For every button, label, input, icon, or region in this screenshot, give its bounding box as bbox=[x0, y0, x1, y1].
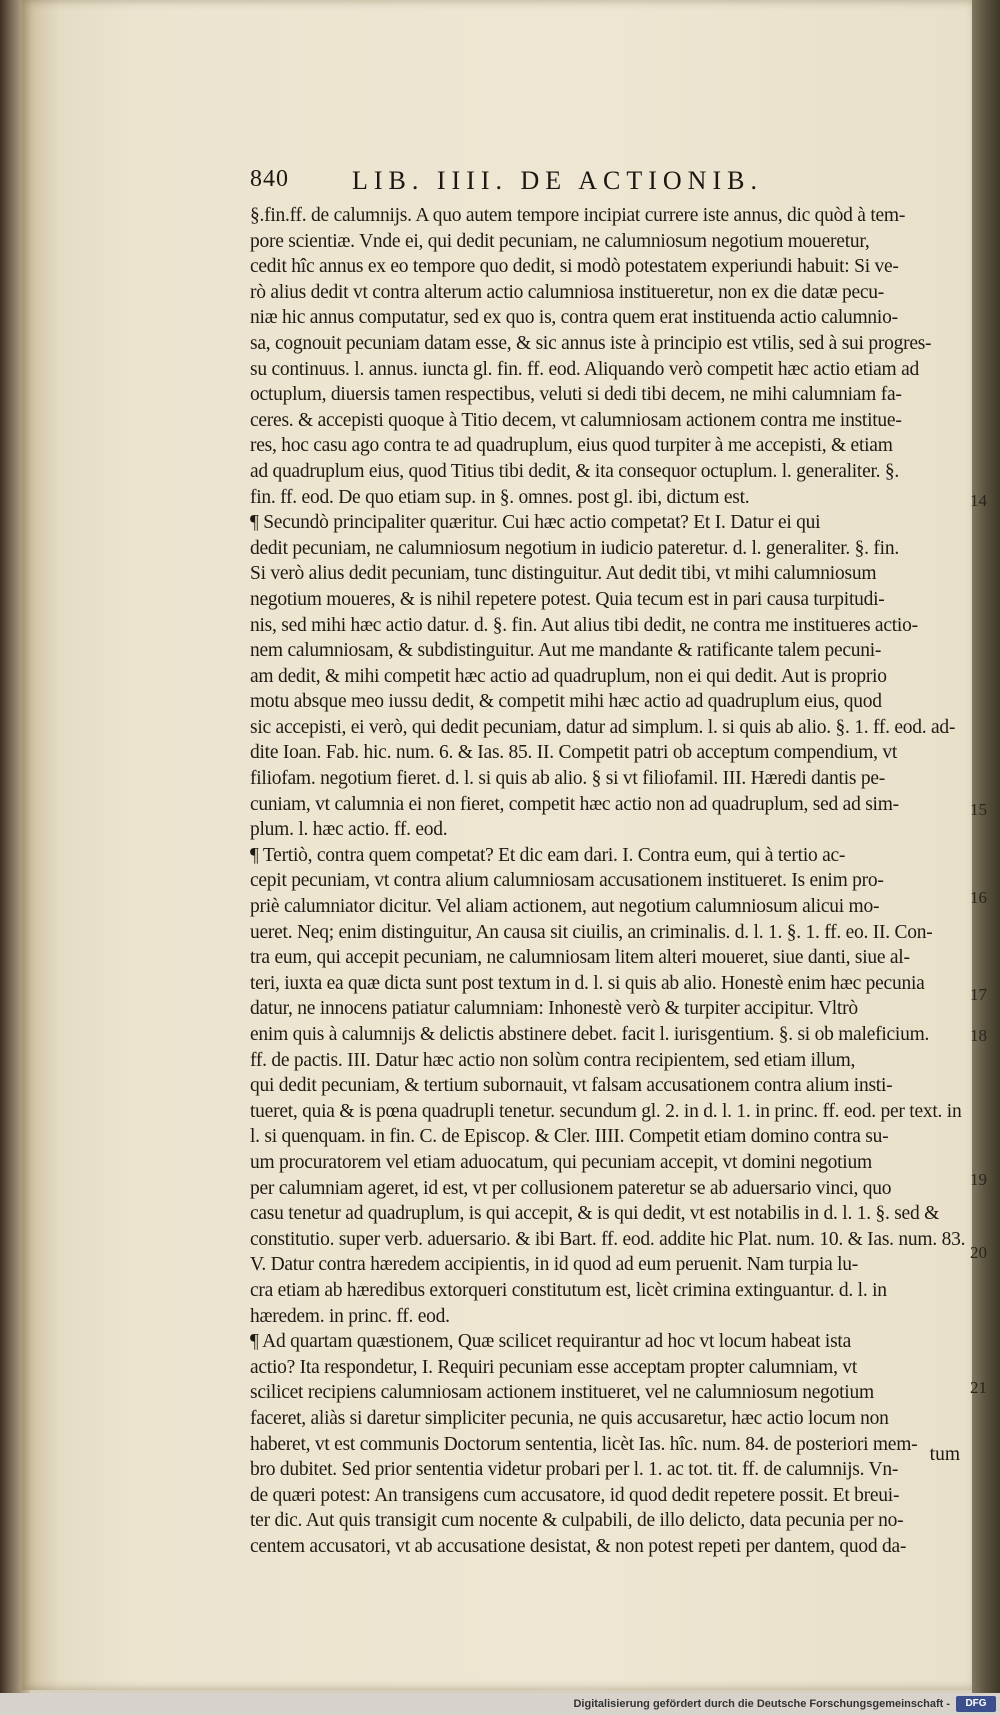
text-line: plum. l. hæc actio. ff. eod. bbox=[250, 819, 448, 841]
text-line: ceres. & accepisti quoque à Titio decem, vt calumniosam actionem contra me institue- bbox=[250, 409, 902, 431]
text-line: um procuratorem vel etiam aduocatum, qui pecuniam accepit, vt domini negotium bbox=[250, 1151, 872, 1173]
text-line: sic accepisti, ei verò, qui dedit pecuniam, datur ad simplum. l. si quis ab alio. §. 1. ff. eod. ad- bbox=[250, 716, 956, 738]
text-line: dite Ioan. Fab. hic. num. 6. & Ias. 85. II. Competit patri ob acceptum compendium, vt bbox=[250, 742, 898, 764]
catchword: tum bbox=[929, 1444, 960, 1465]
margin-number: 19 bbox=[970, 1170, 987, 1189]
margin-number: 21 bbox=[970, 1378, 987, 1397]
text-line: nem calumniosam, & subdistinguitur. Aut me mandante & ratificante talem pecuni- bbox=[250, 640, 882, 662]
text-line: ter dic. Aut quis transigit cum nocente & culpabili, de illo delicto, data pecunia per no- bbox=[250, 1510, 904, 1532]
text-line: fin. ff. eod. De quo etiam sup. in §. omnes. post gl. ibi, dictum est. bbox=[250, 486, 750, 508]
dfg-logo: DFG bbox=[956, 1696, 996, 1712]
text-line: niæ hic annus computatur, sed ex quo is, contra quem erat instituenda actio calumnio- bbox=[250, 307, 898, 329]
text-line: qui dedit pecuniam, & tertium subornauit, vt falsam accusationem contra alium insti- bbox=[250, 1075, 893, 1097]
text-line: ¶ Ad quartam quæstionem, Quæ scilicet requirantur ad hoc vt locum habeat ista bbox=[250, 1331, 851, 1353]
text-line: ueret. Neq; enim distinguitur, An causa sit ciuilis, an criminalis. d. l. 1. §. 1. ff. eo. II. Con- bbox=[250, 921, 933, 943]
text-line: faceret, aliàs si daretur simpliciter pecunia, ne quis accusaretur, hæc actio locum non bbox=[250, 1407, 889, 1429]
text-line: motu absque meo iussu dedit, & competit mihi hæc actio ad quadruplum eius, quod bbox=[250, 691, 882, 713]
text-line: haberet, vt est communis Doctorum sententia, licèt Ias. hîc. num. 84. de posteriori mem- bbox=[250, 1433, 918, 1455]
text-line: priè calumniator dicitur. Vel aliam actionem, aut negotium calumniosum alicui mo- bbox=[250, 896, 880, 918]
text-line: datur, ne innocens patiatur calumniam: Inhonestè verò & turpiter accipitur. Vltrò bbox=[250, 998, 858, 1020]
text-line: de quæri potest: An transigens cum accusatore, id quod dedit repetere possit. Et breui- bbox=[250, 1484, 900, 1506]
margin-number: 14 bbox=[970, 491, 987, 510]
margin-number: 16 bbox=[970, 888, 987, 907]
text-line: teri, iuxta ea quæ dicta sunt post textum in d. l. si quis ab alio. Honestè enim hæc pecunia bbox=[250, 972, 925, 994]
text-line: constitutio. super verb. aduersario. & ibi Bart. ff. eod. addite hic Plat. num. 10. & Ias. num. 83. bbox=[250, 1228, 966, 1250]
text-line: negotium moueres, & is nihil repetere potest. Quia tecum est in pari causa turpitudi- bbox=[250, 588, 885, 610]
text-line: cepit pecuniam, vt contra alium calumniosam accusationem institueret. Is enim pro- bbox=[250, 870, 884, 892]
text-line: actio? Ita respondetur, I. Requiri pecuniam esse acceptam propter calumniam, vt bbox=[250, 1356, 858, 1378]
margin-number: 18 bbox=[970, 1026, 987, 1045]
text-line: res, hoc casu ago contra te ad quadruplum, eius quod turpiter à me accepisti, & etiam bbox=[250, 435, 893, 457]
text-line: tra eum, qui accepit pecuniam, ne calumniosam litem alteri moueret, siue danti, siue al- bbox=[250, 947, 910, 969]
text-line: cuniam, vt calumnia ei non fieret, competit hæc actio non ad quadruplum, sed ad sim- bbox=[250, 793, 899, 815]
text-line: per calumniam ageret, id est, vt per collusionem pateretur se ab aduersario vinci, quo bbox=[250, 1177, 892, 1199]
text-line: l. si quenquam. in fin. C. de Episcop. & Cler. IIII. Competit etiam domino contra su- bbox=[250, 1126, 889, 1148]
text-line: tueret, quia & is pœna quadrupli tenetur. secundum gl. 2. in d. l. 1. in princ. ff. eod. per text. in bbox=[250, 1100, 962, 1122]
margin-number: 20 bbox=[970, 1243, 987, 1262]
text-line: octuplum, diuersis tamen respectibus, veluti si dedi tibi decem, ne mihi calumniam fa- bbox=[250, 384, 902, 406]
text-line: dedit pecuniam, ne calumniosum negotium in iudicio pateretur. d. l. generaliter. §. fin. bbox=[250, 537, 899, 559]
running-head: LIB. IIII. DE ACTIONIB. bbox=[352, 166, 763, 195]
text-line: §.fin.ff. de calumnijs. A quo autem tempore incipiat currere iste annus, dic quòd à tem- bbox=[250, 205, 906, 226]
text-line: centem accusatori, vt ab accusatione desistat, & non potest repeti per dantem, quod da- bbox=[250, 1535, 907, 1557]
text-line: filiofam. negotium fieret. d. l. si quis ab alio. § si vt filiofamil. III. Hæredi dantis pe- bbox=[250, 768, 885, 790]
margin-number: 17 bbox=[970, 985, 987, 1004]
text-line: cedit hîc annus ex eo tempore quo dedit, si modò potestatem experiundi habuit: Si ve- bbox=[250, 256, 899, 278]
text-line: cra etiam ab hæredibus extorqueri constitutum est, licèt crimina extinguantur. d. l. in bbox=[250, 1279, 887, 1301]
page-header bbox=[250, 166, 830, 200]
text-line: casu tenetur ad quadruplum, is qui accepit, & is qui dedit, vt est notabilis in d. l. 1. §. sed & bbox=[250, 1203, 940, 1225]
folio-number: 840 bbox=[250, 166, 289, 192]
text-line: ff. de pactis. III. Datur hæc actio non solùm contra recipientem, sed etiam illum, bbox=[250, 1049, 856, 1071]
text-line: V. Datur contra hæredem accipientis, in id quod ad eum peruenit. Nam turpia lu- bbox=[250, 1254, 859, 1276]
text-line: am dedit, & mihi competit hæc actio ad quadruplum, non ei qui dedit. Aut is proprio bbox=[250, 665, 887, 687]
text-line: ¶ Secundò principaliter quæritur. Cui hæc actio competat? Et I. Datur ei qui bbox=[250, 512, 821, 534]
text-line: nis, sed mihi hæc actio datur. d. §. fin. Aut alius tibi dedit, ne contra me institueres actio- bbox=[250, 614, 918, 636]
text-line: rò alius dedit vt contra alterum actio calumniosa institueretur, non ex die datæ pecu- bbox=[250, 281, 885, 303]
text-line: bro dubitet. Sed prior sententia videtur probari per l. 1. ac tot. tit. ff. de calumnijs. Vn- bbox=[250, 1459, 899, 1481]
text-line: enim quis à calumnijs & delictis abstinere debet. facit l. iurisgentium. §. si ob maleficium. bbox=[250, 1024, 930, 1045]
text-line: hæredem. in princ. ff. eod. bbox=[250, 1305, 450, 1327]
footer-credit: Digitalisierung gefördert durch die Deutsche Forschungsgemeinschaft - bbox=[573, 1698, 950, 1710]
text-line: ¶ Tertiò, contra quem competat? Et dic eam dari. I. Contra eum, qui à tertio ac- bbox=[250, 844, 846, 866]
text-line: ad quadruplum eius, quod Titius tibi dedit, & ita consequor octuplum. l. generaliter. §. bbox=[250, 460, 900, 482]
text-line: scilicet recipiens calumniosam actionem institueret, vel ne calumniosum negotium bbox=[250, 1382, 874, 1404]
text-line: su continuus. l. annus. iuncta gl. fin. ff. eod. Aliquando verò competit hæc actio etiam ad bbox=[250, 358, 919, 380]
text-line: pore scientiæ. Vnde ei, qui dedit pecuniam, ne calumniosum negotium moueretur, bbox=[250, 230, 870, 252]
text-line: Si verò alius dedit pecuniam, tunc distinguitur. Aut dedit tibi, vt mihi calumniosum bbox=[250, 563, 877, 585]
main-text bbox=[250, 203, 964, 1559]
margin-number: 15 bbox=[970, 800, 987, 819]
page-edge bbox=[972, 0, 1000, 1715]
text-line: sa, cognouit pecuniam datam esse, & sic annus iste à principio est vtilis, sed à sui progres- bbox=[250, 332, 932, 354]
